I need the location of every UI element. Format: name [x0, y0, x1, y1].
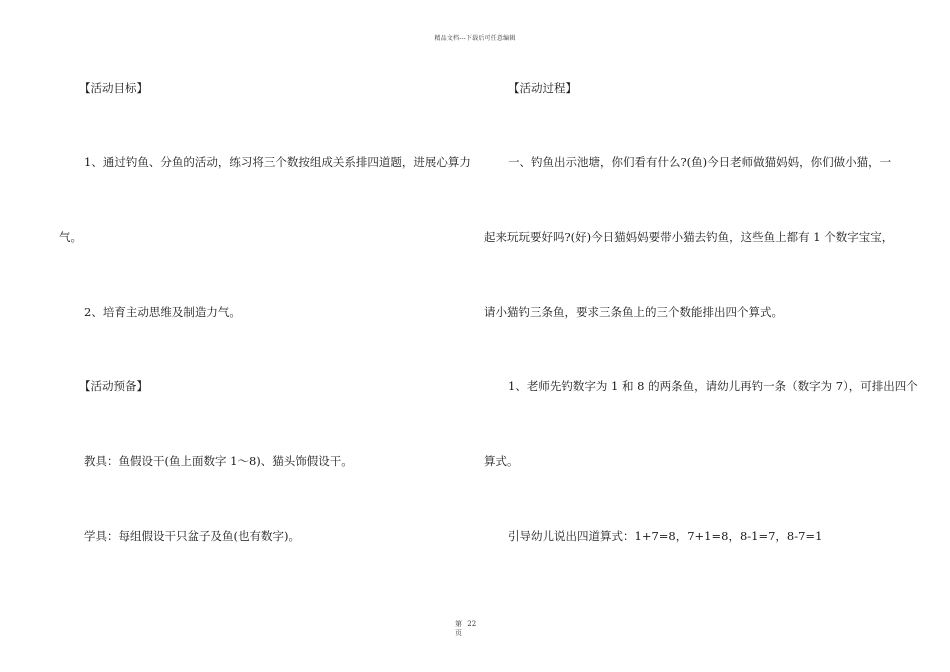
- process-1-line3: 请小猫钓三条鱼，要求三条鱼上的三个数能排出四个算式。: [484, 305, 783, 319]
- student-tools: 学具：每组假设干只盆子及鱼(也有数字)。: [84, 529, 300, 543]
- goal-heading: 【活动目标】: [79, 81, 148, 95]
- process-1-line1: 一、钓鱼出示池塘，你们看有什么?(鱼)今日老师做猫妈妈，你们做小猫，一: [508, 155, 892, 169]
- teacher-tools: 教具：鱼假设干(鱼上面数字 1～8)、猫头饰假设干。: [84, 454, 353, 468]
- page-number-footer: [455, 620, 476, 638]
- process-1-line2: 起来玩玩要好吗?(好)今日猫妈妈要带小猫去钓鱼，这些鱼上都有 1 个数字宝宝，: [484, 230, 894, 244]
- goal-1-line2: 气。: [59, 230, 82, 244]
- prep-heading: 【活动预备】: [79, 379, 148, 393]
- goal-1-line1: 1、通过钓鱼、分鱼的活动，练习将三个数按组成关系排四道题，进展心算力: [84, 155, 471, 169]
- process-heading: 【活动过程】: [508, 81, 577, 95]
- page-header: 精品文档---下载后可任意编辑: [434, 35, 516, 42]
- goal-2: 2、培育主动思维及制造力气。: [84, 305, 241, 319]
- page-label-bottom: 页: [455, 629, 462, 637]
- process-2-line2: 算式。: [484, 454, 519, 468]
- process-3: 引导幼儿说出四道算式：1+7=8，7+1=8，8-1=7，8-7=1: [508, 529, 823, 543]
- page-number: 22: [467, 620, 477, 628]
- page-label-top: 第: [455, 620, 462, 628]
- process-2-line1: 1、老师先钓数字为 1 和 8 的两条鱼，请幼儿再钓一条（数字为 7），可排出四个: [508, 379, 918, 393]
